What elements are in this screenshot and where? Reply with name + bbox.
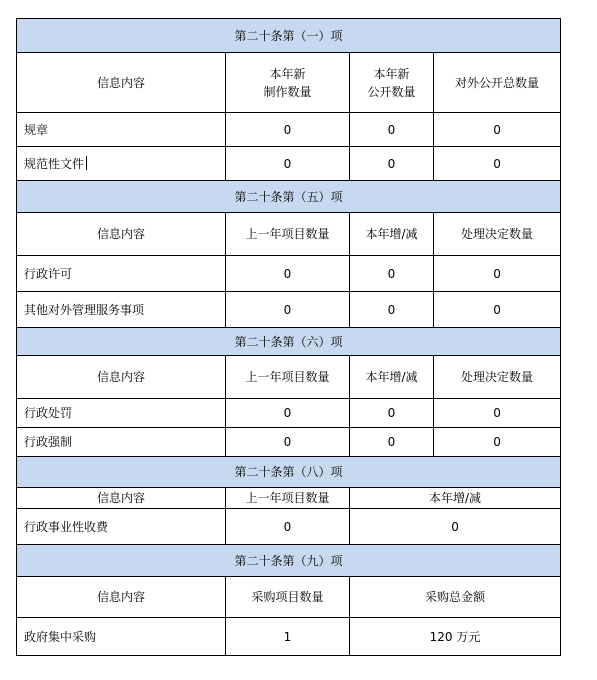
- value-cell: 0: [350, 113, 434, 147]
- header-cell-content: 信息内容: [17, 577, 226, 618]
- header-cell-prev-year: 上一年项目数量: [226, 356, 350, 399]
- section-header-row: [17, 328, 561, 356]
- header-cell-prev-year: 上一年项目数量: [226, 488, 350, 509]
- value-cell: 0: [226, 428, 350, 457]
- value-cell: 1: [226, 618, 350, 656]
- value-cell: 0: [226, 509, 350, 545]
- table-row: [17, 113, 561, 147]
- row-label: 规范性文件: [24, 156, 85, 171]
- header-cell-change: 本年增/减: [350, 356, 434, 399]
- disclosure-table: [16, 18, 561, 656]
- value-cell: 0: [226, 256, 350, 292]
- section-title: 第二十条第（五）项: [17, 181, 561, 213]
- column-header-row: [17, 53, 561, 113]
- header-cell-procurement-count: 采购项目数量: [226, 577, 350, 618]
- value-cell: 0: [350, 399, 434, 428]
- section-title: 第二十条第（一）项: [17, 19, 561, 53]
- value-cell: 120 万元: [350, 618, 561, 656]
- row-label: 行政许可: [17, 256, 226, 292]
- header-cell-content: 信息内容: [17, 213, 226, 256]
- section-header-row: [17, 545, 561, 577]
- value-cell: 0: [350, 292, 434, 328]
- column-header-row: [17, 488, 561, 509]
- header-cell-procurement-amount: 采购总金额: [350, 577, 561, 618]
- column-header-row: [17, 577, 561, 618]
- value-cell: 0: [226, 147, 350, 181]
- header-cell-new-produced: 本年新 制作数量: [226, 53, 350, 113]
- value-cell: 0: [350, 509, 561, 545]
- column-header-row: [17, 356, 561, 399]
- table-row: [17, 509, 561, 545]
- value-cell: 0: [226, 399, 350, 428]
- section-header-row: [17, 181, 561, 213]
- table-row: [17, 399, 561, 428]
- header-cell-change: 本年增/减: [350, 213, 434, 256]
- header-cell-decisions: 处理决定数量: [434, 213, 561, 256]
- value-cell: 0: [434, 147, 561, 181]
- value-cell: 0: [434, 292, 561, 328]
- row-label: 行政强制: [17, 428, 226, 457]
- section-title: 第二十条第（八）项: [17, 457, 561, 488]
- header-cell-content: 信息内容: [17, 356, 226, 399]
- section-title: 第二十条第（六）项: [17, 328, 561, 356]
- editable-row-label-cell[interactable]: [17, 147, 226, 181]
- section-header-row: [17, 457, 561, 488]
- value-cell: 0: [226, 292, 350, 328]
- header-cell-content: 信息内容: [17, 53, 226, 113]
- value-cell: 0: [226, 113, 350, 147]
- value-cell: 0: [434, 399, 561, 428]
- value-cell: 0: [434, 428, 561, 457]
- value-cell: 0: [434, 256, 561, 292]
- header-cell-new-published: 本年新 公开数量: [350, 53, 434, 113]
- value-cell: 0: [350, 428, 434, 457]
- table-row: [17, 256, 561, 292]
- value-cell: 0: [350, 256, 434, 292]
- header-cell-change: 本年增/减: [350, 488, 561, 509]
- text-cursor: [86, 156, 87, 170]
- value-cell: 0: [350, 147, 434, 181]
- row-label: 行政处罚: [17, 399, 226, 428]
- header-cell-prev-year: 上一年项目数量: [226, 213, 350, 256]
- table-row: [17, 618, 561, 656]
- section-header-row: [17, 19, 561, 53]
- table-row: [17, 147, 561, 181]
- row-label: 行政事业性收费: [17, 509, 226, 545]
- row-label: 其他对外管理服务事项: [17, 292, 226, 328]
- table-row: [17, 428, 561, 457]
- column-header-row: [17, 213, 561, 256]
- header-cell-decisions: 处理决定数量: [434, 356, 561, 399]
- header-cell-content: 信息内容: [17, 488, 226, 509]
- row-label: 规章: [17, 113, 226, 147]
- section-title: 第二十条第（九）项: [17, 545, 561, 577]
- table-row: [17, 292, 561, 328]
- row-label: 政府集中采购: [17, 618, 226, 656]
- header-cell-total-published: 对外公开总数量: [434, 53, 561, 113]
- value-cell: 0: [434, 113, 561, 147]
